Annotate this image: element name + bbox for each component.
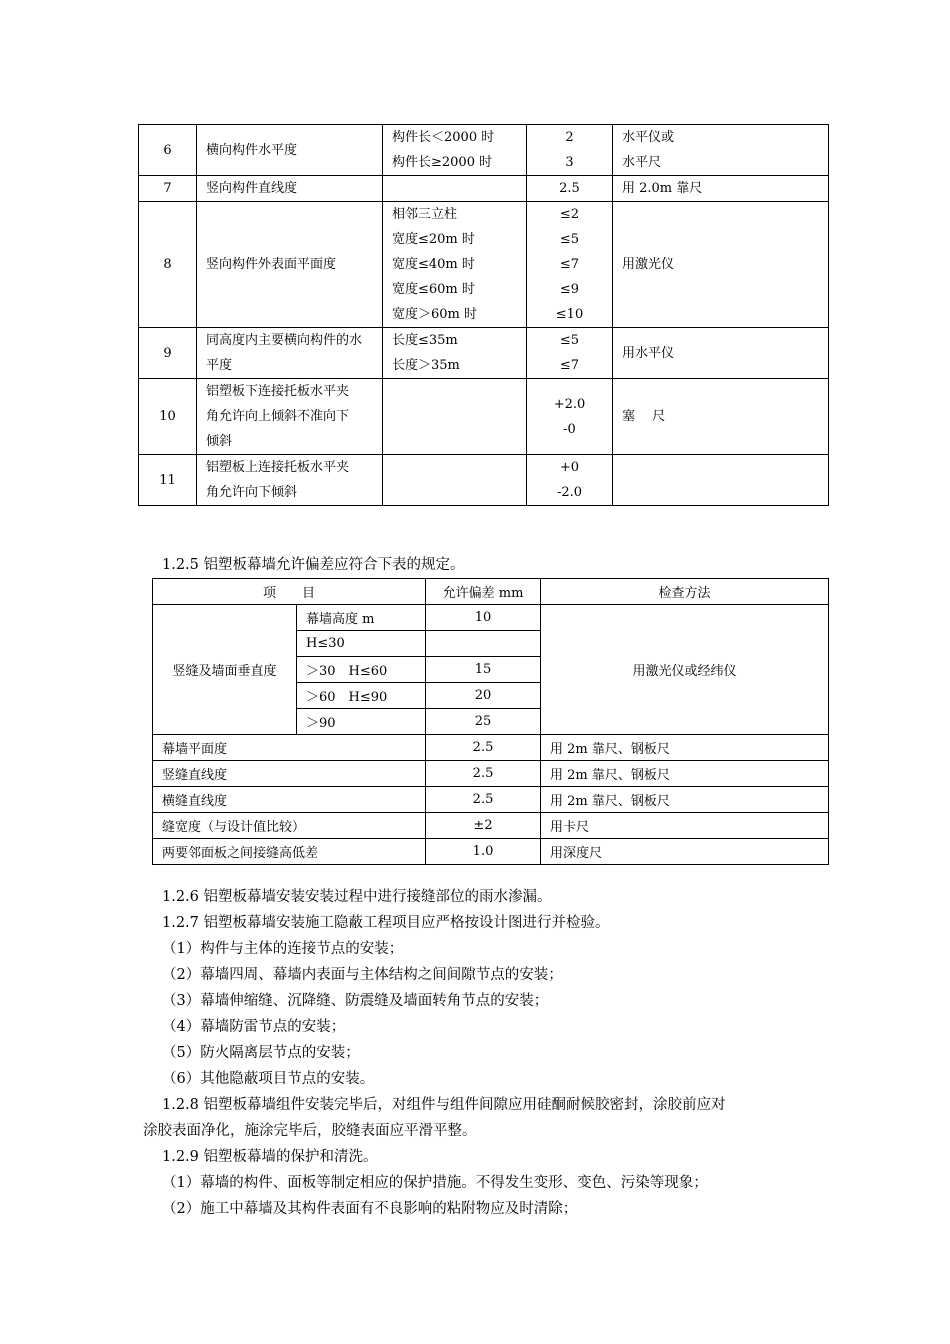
value-cell: ≤5 ≤7 xyxy=(527,328,613,379)
item-cell: 铝塑板下连接托板水平夹 角允许向上倾斜不准向下 倾斜 xyxy=(197,379,383,455)
group-label: 竖缝及墙面垂直度 xyxy=(153,605,297,735)
method-cell: 用水平仪 xyxy=(613,328,829,379)
item-cell: 幕墙平面度 xyxy=(153,735,426,761)
condition-cell xyxy=(383,379,527,455)
value-cell: 2.5 xyxy=(527,176,613,202)
list-item: （4）幕墙防雷节点的安装； xyxy=(162,1019,346,1035)
item-cell: 竖向构件外表面平面度 xyxy=(197,202,383,328)
item-cell: 竖向构件直线度 xyxy=(197,176,383,202)
paragraph-129: 1.2.9 铝塑板幕墙的保护和清洗。 xyxy=(162,1149,378,1165)
table-row xyxy=(139,125,829,176)
table-header-row xyxy=(153,579,829,605)
method-cell xyxy=(613,455,829,506)
list-item: （5）防火隔离层节点的安装； xyxy=(162,1045,360,1061)
table-row xyxy=(139,328,829,379)
method-cell: 用 2.0m 靠尺 xyxy=(613,176,829,202)
value-cell: 1.0 xyxy=(426,839,541,865)
method-cell: 用 2m 靠尺、钢板尺 xyxy=(541,787,829,813)
row-number: 8 xyxy=(139,202,197,328)
table-row xyxy=(139,202,829,328)
list-item: （1）幕墙的构件、面板等制定相应的保护措施。不得发生变形、变色、污染等现象； xyxy=(162,1175,708,1191)
sub-item: H≤30 xyxy=(297,631,426,657)
condition-cell: 长度≤35m 长度＞35m xyxy=(383,328,527,379)
table-row xyxy=(139,379,829,455)
table-row xyxy=(139,455,829,506)
method-cell: 用深度尺 xyxy=(541,839,829,865)
method-cell: 塞 尺 xyxy=(613,379,829,455)
item-cell: 竖缝直线度 xyxy=(153,761,426,787)
value-cell: 2.5 xyxy=(426,735,541,761)
value-cell: ±2 xyxy=(426,813,541,839)
method-cell: 用卡尺 xyxy=(541,813,829,839)
value-cell: 15 xyxy=(426,657,541,683)
header-item: 项 目 xyxy=(153,579,426,605)
paragraph-127: 1.2.7 铝塑板幕墙安装施工隐蔽工程项目应严格按设计图进行并检验。 xyxy=(162,915,610,931)
table-row xyxy=(153,839,829,865)
value-cell: 2.5 xyxy=(426,787,541,813)
row-number: 11 xyxy=(139,455,197,506)
table-row xyxy=(139,176,829,202)
group-method: 用激光仪或经纬仪 xyxy=(541,605,829,735)
paragraph-126: 1.2.6 铝塑板幕墙安装安装过程中进行接缝部位的雨水渗漏。 xyxy=(162,889,552,905)
value-cell: 2 3 xyxy=(527,125,613,176)
table-row xyxy=(153,813,829,839)
condition-cell: 相邻三立柱 宽度≤20m 时 宽度≤40m 时 宽度≤60m 时 宽度＞60m 时 xyxy=(383,202,527,328)
item-cell: 两要邻面板之间接缝高低差 xyxy=(153,839,426,865)
list-item: （6）其他隐蔽项目节点的安装。 xyxy=(162,1071,375,1087)
method-cell: 用 2m 靠尺、钢板尺 xyxy=(541,735,829,761)
header-tolerance: 允许偏差 mm xyxy=(426,579,541,605)
value-cell: 20 xyxy=(426,683,541,709)
item-cell: 缝宽度（与设计值比较） xyxy=(153,813,426,839)
row-number: 6 xyxy=(139,125,197,176)
condition-cell xyxy=(383,176,527,202)
sub-item: ＞30 H≤60 xyxy=(297,657,426,683)
method-cell: 水平仪或 水平尺 xyxy=(613,125,829,176)
list-item: （2）施工中幕墙及其构件表面有不良影响的粘附物应及时清除； xyxy=(162,1201,578,1217)
condition-cell: 构件长＜2000 时 构件长≥2000 时 xyxy=(383,125,527,176)
method-cell: 用 2m 靠尺、钢板尺 xyxy=(541,761,829,787)
paragraph-128-cont: 涂胶表面净化，施涂完毕后，胶缝表面应平滑平整。 xyxy=(143,1123,477,1139)
list-item: （2）幕墙四周、幕墙内表面与主体结构之间间隙节点的安装； xyxy=(162,967,563,983)
table-row xyxy=(153,761,829,787)
sub-item: 幕墙高度 m xyxy=(297,605,426,631)
header-method: 检查方法 xyxy=(541,579,829,605)
table-row xyxy=(153,735,829,761)
value-cell: +2.0 -0 xyxy=(527,379,613,455)
condition-cell xyxy=(383,455,527,506)
row-number: 10 xyxy=(139,379,197,455)
table-row xyxy=(153,787,829,813)
item-cell: 横缝直线度 xyxy=(153,787,426,813)
value-cell: ≤2 ≤5 ≤7 ≤9 ≤10 xyxy=(527,202,613,328)
value-cell: +0 -2.0 xyxy=(527,455,613,506)
value-cell xyxy=(426,631,541,657)
list-item: （1）构件与主体的连接节点的安装； xyxy=(162,941,404,957)
tolerance-table-1 xyxy=(138,124,829,506)
item-cell: 铝塑板上连接托板水平夹 角允许向下倾斜 xyxy=(197,455,383,506)
row-number: 9 xyxy=(139,328,197,379)
row-number: 7 xyxy=(139,176,197,202)
paragraph-128: 1.2.8 铝塑板幕墙组件安装完毕后，对组件与组件间隙应用硅酮耐候胶密封，涂胶前应对 xyxy=(162,1097,726,1113)
item-cell: 同高度内主要横向构件的水 平度 xyxy=(197,328,383,379)
sub-item: ＞90 xyxy=(297,709,426,735)
section-heading-125: 1.2.5 铝塑板幕墙允许偏差应符合下表的规定。 xyxy=(162,557,465,573)
tolerance-table-2 xyxy=(152,578,829,865)
value-cell: 10 xyxy=(426,605,541,631)
method-cell: 用激光仪 xyxy=(613,202,829,328)
table-row xyxy=(153,605,829,631)
item-cell: 横向构件水平度 xyxy=(197,125,383,176)
list-item: （3）幕墙伸缩缝、沉降缝、防震缝及墙面转角节点的安装； xyxy=(162,993,549,1009)
value-cell: 2.5 xyxy=(426,761,541,787)
value-cell: 25 xyxy=(426,709,541,735)
sub-item: ＞60 H≤90 xyxy=(297,683,426,709)
